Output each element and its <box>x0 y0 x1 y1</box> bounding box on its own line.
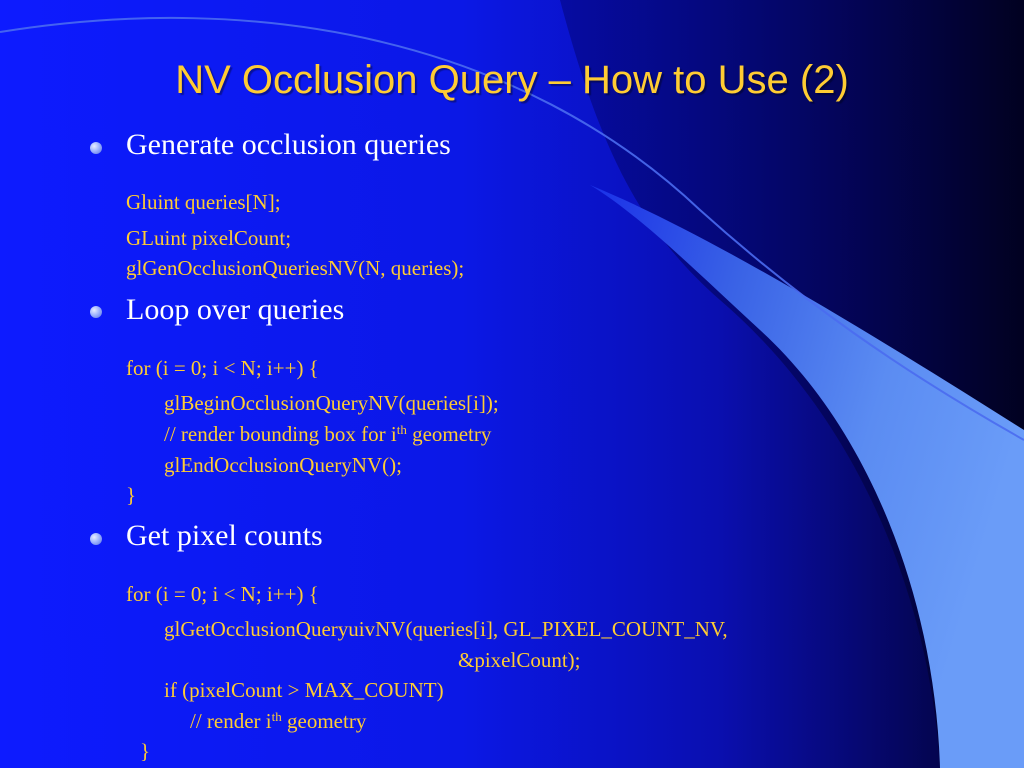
code-line: Gluint queries[N]; <box>126 190 281 214</box>
code-line: } <box>140 739 151 763</box>
code-line-comment <box>190 709 366 734</box>
code-line: if (pixelCount > MAX_COUNT) <box>164 678 444 702</box>
bullet-loop-queries: Loop over queries <box>126 293 345 326</box>
code-line-comment <box>164 422 491 447</box>
slide-title: NV Occlusion Query – How to Use (2) <box>175 58 849 102</box>
code-line: for (i = 0; i < N; i++) { <box>126 582 319 606</box>
code-text: geometry <box>281 709 367 733</box>
code-line: for (i = 0; i < N; i++) { <box>126 356 319 380</box>
code-text: geometry <box>406 422 492 446</box>
bullet-generate-queries: Generate occlusion queries <box>126 128 451 161</box>
superscript-th: th <box>396 422 407 437</box>
bullet-dot <box>90 306 102 318</box>
code-line: glGetOcclusionQueryuivNV(queries[i], GL_PIXEL_COUNT_NV, <box>164 617 728 641</box>
code-line: glGenOcclusionQueriesNV(N, queries); <box>126 256 465 280</box>
code-text: // render bounding box for i <box>164 422 397 446</box>
code-text: // render i <box>190 709 272 733</box>
code-line: glBeginOcclusionQueryNV(queries[i]); <box>164 391 499 415</box>
code-line: glEndOcclusionQueryNV(); <box>164 453 402 477</box>
code-line: GLuint pixelCount; <box>126 226 292 250</box>
bullet-dot <box>90 142 102 154</box>
code-line: } <box>126 483 137 507</box>
bullet-pixel-counts: Get pixel counts <box>126 519 323 552</box>
code-line: &pixelCount); <box>458 648 581 672</box>
superscript-th: th <box>271 709 282 724</box>
bullet-dot <box>90 533 102 545</box>
